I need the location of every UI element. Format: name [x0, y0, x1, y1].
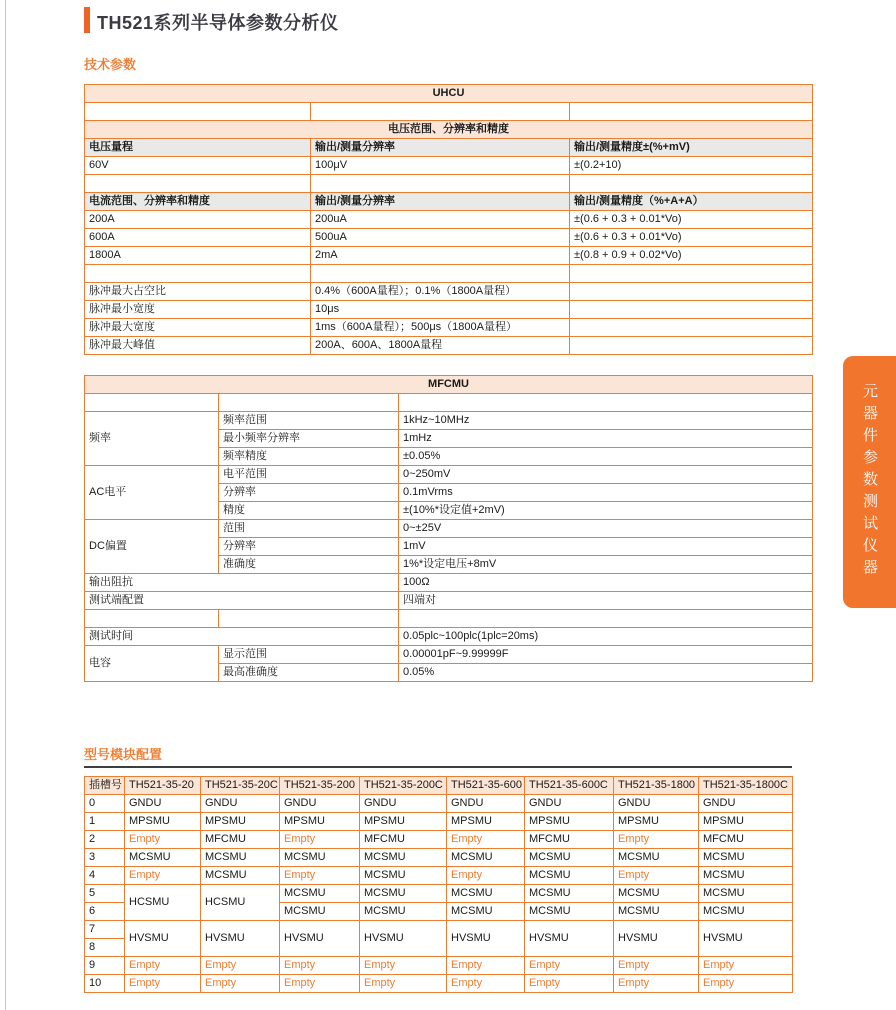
- table-row: [85, 628, 813, 646]
- cell: 1kHz~10MHz: [399, 412, 813, 430]
- cell: MFCMU: [525, 831, 614, 849]
- row-label: 最小频率分辨率: [219, 430, 399, 448]
- row-label: 分辨率: [219, 538, 399, 556]
- cell: Empty: [614, 957, 699, 975]
- cell: 100μV: [311, 157, 570, 175]
- column-header: TH521-35-20: [125, 777, 201, 795]
- section-heading-model-config: 型号模块配置: [84, 747, 163, 762]
- column-header: TH521-35-200C: [360, 777, 447, 795]
- cell: MCSMU: [525, 849, 614, 867]
- cell: Empty: [447, 867, 525, 885]
- column-header: 输出/测量精度（%+A+A）: [570, 193, 813, 211]
- cell: HVSMU: [699, 921, 793, 957]
- table-row: [85, 376, 813, 394]
- cell: MCSMU: [699, 867, 793, 885]
- group-label: DC偏置: [85, 520, 219, 574]
- cell: MCSMU: [280, 885, 360, 903]
- mfcmu-title-cell: MFCMU: [85, 376, 813, 394]
- cell: MCSMU: [614, 903, 699, 921]
- cell: MPSMU: [699, 813, 793, 831]
- slot-number: 7: [85, 921, 125, 939]
- cell: MCSMU: [614, 885, 699, 903]
- cell: MPSMU: [447, 813, 525, 831]
- cell: MPSMU: [525, 813, 614, 831]
- page-title: TH521系列半导体参数分析仪: [97, 13, 339, 33]
- side-tab-banner: [843, 356, 896, 608]
- slot-number: 8: [85, 939, 125, 957]
- table-row: [85, 175, 813, 193]
- cell: Empty: [280, 867, 360, 885]
- cell: Empty: [201, 975, 280, 993]
- column-header: 插槽号: [85, 777, 125, 795]
- table-row: [85, 520, 813, 538]
- cell: Empty: [525, 975, 614, 993]
- cell: MCSMU: [614, 849, 699, 867]
- side-banner-text: 元器件参数测试仪器: [861, 383, 878, 581]
- row-label: 最高准确度: [219, 664, 399, 682]
- row-label: 分辨率: [219, 484, 399, 502]
- empty-cell: [570, 301, 813, 319]
- cell: ±(0.6 + 0.3 + 0.01*Vo): [570, 211, 813, 229]
- row-label: 显示范围: [219, 646, 399, 664]
- table-row: [85, 777, 793, 795]
- cell: Empty: [614, 975, 699, 993]
- cell: GNDU: [699, 795, 793, 813]
- cell: GNDU: [201, 795, 280, 813]
- row-label: 范围: [219, 520, 399, 538]
- table-row: [85, 85, 813, 103]
- empty-cell: [85, 175, 311, 193]
- table-row: [85, 157, 813, 175]
- cell: HCSMU: [201, 885, 280, 921]
- cell: Empty: [699, 975, 793, 993]
- table-row: [85, 975, 793, 993]
- column-header: TH521-35-1800: [614, 777, 699, 795]
- cell: Empty: [525, 957, 614, 975]
- empty-cell: [399, 610, 813, 628]
- slot-number: 10: [85, 975, 125, 993]
- table-row: [85, 813, 793, 831]
- column-header: TH521-35-1800C: [699, 777, 793, 795]
- cell: MFCMU: [360, 831, 447, 849]
- row-label: 脉冲最大峰值: [85, 337, 311, 355]
- cell: 200uA: [311, 211, 570, 229]
- slot-number: 2: [85, 831, 125, 849]
- band-header-cell: 电压范围、分辨率和精度: [85, 121, 813, 139]
- table-row: [85, 103, 813, 121]
- slot-number: 5: [85, 885, 125, 903]
- column-header: TH521-35-600: [447, 777, 525, 795]
- slot-number: 4: [85, 867, 125, 885]
- cell: 1mHz: [399, 430, 813, 448]
- cell: 500uA: [311, 229, 570, 247]
- row-label: 准确度: [219, 556, 399, 574]
- cell: MCSMU: [360, 903, 447, 921]
- empty-cell: [570, 175, 813, 193]
- cell: MCSMU: [447, 849, 525, 867]
- cell: ±0.05%: [399, 448, 813, 466]
- cell: MPSMU: [280, 813, 360, 831]
- row-label: 频率范围: [219, 412, 399, 430]
- slot-number: 1: [85, 813, 125, 831]
- cell: HVSMU: [125, 921, 201, 957]
- cell: ±(0.6 + 0.3 + 0.01*Vo): [570, 229, 813, 247]
- column-header: 电流范围、分辨率和精度: [85, 193, 311, 211]
- empty-cell: [85, 610, 219, 628]
- table-row: [85, 646, 813, 664]
- cell: MFCMU: [201, 831, 280, 849]
- empty-cell: [570, 265, 813, 283]
- slot-number: 0: [85, 795, 125, 813]
- cell: Empty: [125, 867, 201, 885]
- cell: Empty: [614, 831, 699, 849]
- table-row: [85, 229, 813, 247]
- cell: MCSMU: [447, 903, 525, 921]
- cell: GNDU: [280, 795, 360, 813]
- row-label: 频率精度: [219, 448, 399, 466]
- empty-cell: [570, 337, 813, 355]
- table-row: [85, 211, 813, 229]
- cell: Empty: [201, 957, 280, 975]
- section-heading-tech-params: 技术参数: [84, 57, 137, 72]
- cell: Empty: [699, 957, 793, 975]
- cell: HVSMU: [447, 921, 525, 957]
- row-label: 电平范围: [219, 466, 399, 484]
- table-row: [85, 283, 813, 301]
- cell: MCSMU: [525, 867, 614, 885]
- empty-cell: [311, 265, 570, 283]
- cell: 600A: [85, 229, 311, 247]
- empty-cell: [85, 103, 311, 121]
- table-row: [85, 394, 813, 412]
- table-row: [85, 574, 813, 592]
- cell: MCSMU: [280, 849, 360, 867]
- empty-cell: [570, 319, 813, 337]
- cell: 0~±25V: [399, 520, 813, 538]
- table-row: [85, 247, 813, 265]
- cell: Empty: [280, 975, 360, 993]
- mfcmu-spec-table: [84, 375, 813, 682]
- cell: HVSMU: [614, 921, 699, 957]
- group-label: AC电平: [85, 466, 219, 520]
- table-row: [85, 885, 793, 903]
- cell: GNDU: [447, 795, 525, 813]
- cell: 200A: [85, 211, 311, 229]
- cell: Empty: [360, 975, 447, 993]
- slot-number: 9: [85, 957, 125, 975]
- cell: 1ms（600A量程）；500μs（1800A量程）: [311, 319, 570, 337]
- table-row: [85, 139, 813, 157]
- empty-cell: [570, 103, 813, 121]
- cell: Empty: [447, 975, 525, 993]
- cell: 0.00001pF~9.99999F: [399, 646, 813, 664]
- cell: MCSMU: [360, 849, 447, 867]
- cell: MPSMU: [360, 813, 447, 831]
- cell: HVSMU: [360, 921, 447, 957]
- table-row: [85, 121, 813, 139]
- cell: GNDU: [525, 795, 614, 813]
- empty-cell: [399, 394, 813, 412]
- cell: MCSMU: [699, 885, 793, 903]
- cell: MCSMU: [360, 885, 447, 903]
- cell: MCSMU: [447, 885, 525, 903]
- table-row: [85, 193, 813, 211]
- cell: MPSMU: [614, 813, 699, 831]
- uhcu-title-cell: UHCU: [85, 85, 813, 103]
- table-row: [85, 831, 793, 849]
- cell: HCSMU: [125, 885, 201, 921]
- table-row: [85, 795, 793, 813]
- cell: HVSMU: [201, 921, 280, 957]
- slot-number: 6: [85, 903, 125, 921]
- cell: 0.1mVrms: [399, 484, 813, 502]
- table-row: [85, 957, 793, 975]
- table-row: [85, 466, 813, 484]
- cell: 1mV: [399, 538, 813, 556]
- column-header: TH521-35-600C: [525, 777, 614, 795]
- cell: ±(0.2+10): [570, 157, 813, 175]
- table-row: [85, 921, 793, 939]
- empty-cell: [311, 175, 570, 193]
- cell: Empty: [614, 867, 699, 885]
- table-row: [85, 319, 813, 337]
- cell: Empty: [280, 831, 360, 849]
- cell: 四端对: [399, 592, 813, 610]
- uhcu-spec-table: [84, 84, 813, 355]
- table-row: [85, 592, 813, 610]
- table-row: [85, 849, 793, 867]
- cell: 200A、600A、1800A量程: [311, 337, 570, 355]
- cell: Empty: [125, 831, 201, 849]
- table-row: [85, 265, 813, 283]
- cell: MCSMU: [360, 867, 447, 885]
- cell: ±(10%*设定值+2mV): [399, 502, 813, 520]
- cell: MCSMU: [201, 849, 280, 867]
- cell: 1%*设定电压+8mV: [399, 556, 813, 574]
- table-row: [85, 867, 793, 885]
- group-label: 频率: [85, 412, 219, 466]
- row-label: 测试时间: [85, 628, 399, 646]
- cell: MCSMU: [699, 849, 793, 867]
- cell: Empty: [125, 975, 201, 993]
- empty-cell: [219, 394, 399, 412]
- cell: 60V: [85, 157, 311, 175]
- empty-cell: [85, 265, 311, 283]
- cell: MFCMU: [699, 831, 793, 849]
- table-row: [85, 610, 813, 628]
- row-label: 脉冲最大宽度: [85, 319, 311, 337]
- column-header: 输出/测量分辨率: [311, 193, 570, 211]
- cell: MPSMU: [125, 813, 201, 831]
- cell: 2mA: [311, 247, 570, 265]
- page-edge-line: [5, 0, 6, 1010]
- cell: 0.4%（600A量程）；0.1%（1800A量程）: [311, 283, 570, 301]
- cell: Empty: [447, 957, 525, 975]
- model-config-table: [84, 776, 793, 993]
- row-label: 脉冲最大占空比: [85, 283, 311, 301]
- empty-cell: [85, 394, 219, 412]
- table-row: [85, 301, 813, 319]
- column-header: TH521-35-20C: [201, 777, 280, 795]
- cell: MCSMU: [525, 903, 614, 921]
- cell: GNDU: [614, 795, 699, 813]
- cell: 10μs: [311, 301, 570, 319]
- row-label: 输出阻抗: [85, 574, 399, 592]
- row-label: 精度: [219, 502, 399, 520]
- heading-underline: [84, 766, 792, 768]
- table-row: [85, 412, 813, 430]
- empty-cell: [570, 283, 813, 301]
- cell: 0~250mV: [399, 466, 813, 484]
- cell: 0.05%: [399, 664, 813, 682]
- cell: Empty: [360, 957, 447, 975]
- cell: MCSMU: [201, 867, 280, 885]
- column-header: 电压量程: [85, 139, 311, 157]
- column-header: 输出/测量精度±(%+mV): [570, 139, 813, 157]
- cell: MPSMU: [201, 813, 280, 831]
- cell: Empty: [280, 957, 360, 975]
- title-accent-bar: [84, 7, 90, 33]
- slot-number: 3: [85, 849, 125, 867]
- cell: MCSMU: [280, 903, 360, 921]
- cell: HVSMU: [280, 921, 360, 957]
- cell: MCSMU: [525, 885, 614, 903]
- group-label: 电容: [85, 646, 219, 682]
- column-header: TH521-35-200: [280, 777, 360, 795]
- cell: GNDU: [360, 795, 447, 813]
- cell: MCSMU: [125, 849, 201, 867]
- cell: Empty: [447, 831, 525, 849]
- cell: MCSMU: [699, 903, 793, 921]
- cell: GNDU: [125, 795, 201, 813]
- row-label: 测试端配置: [85, 592, 399, 610]
- table-row: [85, 337, 813, 355]
- empty-cell: [219, 610, 399, 628]
- cell: 1800A: [85, 247, 311, 265]
- column-header: 输出/测量分辨率: [311, 139, 570, 157]
- cell: 100Ω: [399, 574, 813, 592]
- cell: 0.05plc~100plc(1plc=20ms): [399, 628, 813, 646]
- row-label: 脉冲最小宽度: [85, 301, 311, 319]
- cell: Empty: [125, 957, 201, 975]
- empty-cell: [311, 103, 570, 121]
- cell: ±(0.8 + 0.9 + 0.02*Vo): [570, 247, 813, 265]
- cell: HVSMU: [525, 921, 614, 957]
